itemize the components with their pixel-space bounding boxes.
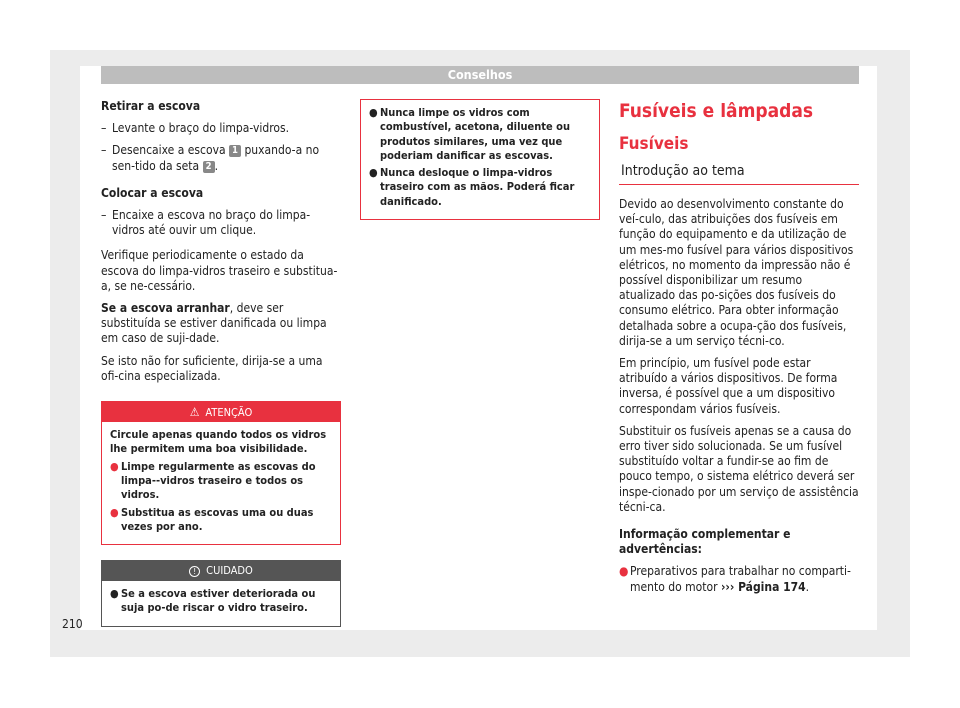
paragraph: Em princípio, um fusível pode estar atribuído a vários dispositivos. De forma inversa, é possível que a um dispositivo correspondam vários fusíveis. (619, 356, 838, 416)
left-column (101, 99, 341, 627)
page-reference-link[interactable]: ››› Página 174 (720, 579, 806, 594)
section-header: Conselhos (101, 66, 859, 84)
warning-triangle-icon: ⚠ (189, 405, 200, 420)
list-item: ● Nunca desloque o limpa-vidros traseiro com as mãos. Poderá ficar danificado. (369, 166, 575, 208)
bullet-icon: ● (369, 166, 378, 180)
bullet-icon: ● (110, 587, 119, 601)
info-circle-icon: ! (189, 566, 200, 577)
paragraph: Substituir os fusíveis apenas se a causa do erro tiver sido solucionada. Se um fusível substituído voltar a fundir-se ao fim de pouco tempo, o sistema elétrico deverá ser inspe-cionado por um serviço de assistência técni-ca. (619, 423, 859, 514)
info-heading: Informação complementar e advertências: (619, 527, 791, 557)
caution-header: ! CUIDADO (102, 561, 340, 581)
callout-1: 1 (229, 145, 241, 157)
page-number: 210 (62, 617, 83, 631)
bullet-icon: ● (369, 106, 378, 119)
subsection-title: Introdução ao tema (619, 162, 859, 185)
bullet-icon: ● (619, 564, 629, 579)
paragraph: Se isto não for suficiente, dirija-se a uma ofi-cina especializada. (101, 353, 323, 383)
list-item: ● Se a escova estiver deteriorada ou suja po-de riscar o vidro traseiro. (110, 587, 316, 615)
list-item: ● Nunca limpe os vidros com combustível, acetona, diluente ou produtos similares, uma vez que poderiam danificar as escovas. (369, 106, 570, 162)
paragraph: Verifique periodicamente o estado da escova do limpa-vidros traseiro e substitua-a, se ne-cessário. (101, 248, 338, 293)
fit-step-1: – Encaixe a escova no braço do limpa-vidros até ouvir um clique. (101, 208, 311, 238)
list-item: ● Preparativos para trabalhar no comparti-mento do motor ››› Página 174. (619, 564, 851, 594)
remove-step-1: – Levante o braço do limpa-vidros. (101, 121, 290, 136)
remove-heading: Retirar a escova (101, 99, 201, 113)
bullet-icon: ● (110, 459, 119, 473)
middle-column (360, 99, 600, 220)
list-item: ● Substitua as escovas uma ou duas vezes por ano. (110, 505, 314, 533)
paragraph: Devido ao desenvolvimento constante do veí-culo, das atribuições dos fusíveis em função do equipamento e da utilização de um mes-mo fusível para vários dispositivos elétricos, no momento da impressão não é possível disponibilizar um resumo atualizado das po-sições dos fusíveis do consumo elétrico. Para obter informação detalhada sobre a ocupa-ção dos fusíveis, dirija-se a um serviço técni-co. (619, 197, 854, 348)
warning-box-continued (360, 99, 600, 220)
fit-heading: Colocar a escova (101, 185, 204, 200)
warning-box (101, 401, 341, 545)
section-title: Fusíveis (619, 134, 689, 154)
callout-2: 2 (203, 161, 215, 173)
bullet-icon: ● (110, 505, 119, 519)
right-column (619, 99, 859, 598)
paragraph: Se a escova arranhar, deve ser substituída se estiver danificada ou limpa em caso de suji-dade. (101, 301, 327, 346)
remove-step-2: – Desencaixe a escova 1 puxando-a no sen-tido da seta 2 . (101, 143, 320, 173)
list-item: ● Limpe regularmente as escovas do limpa--vidros traseiro e todos os vidros. (110, 459, 316, 502)
chapter-title: Fusíveis e lâmpadas (619, 100, 814, 122)
warning-intro: Circule apenas quando todos os vidros lhe permitem uma boa visibilidade. (110, 428, 327, 456)
warning-header: ⚠ ATENÇÃO (102, 402, 340, 422)
caution-box (101, 560, 341, 627)
